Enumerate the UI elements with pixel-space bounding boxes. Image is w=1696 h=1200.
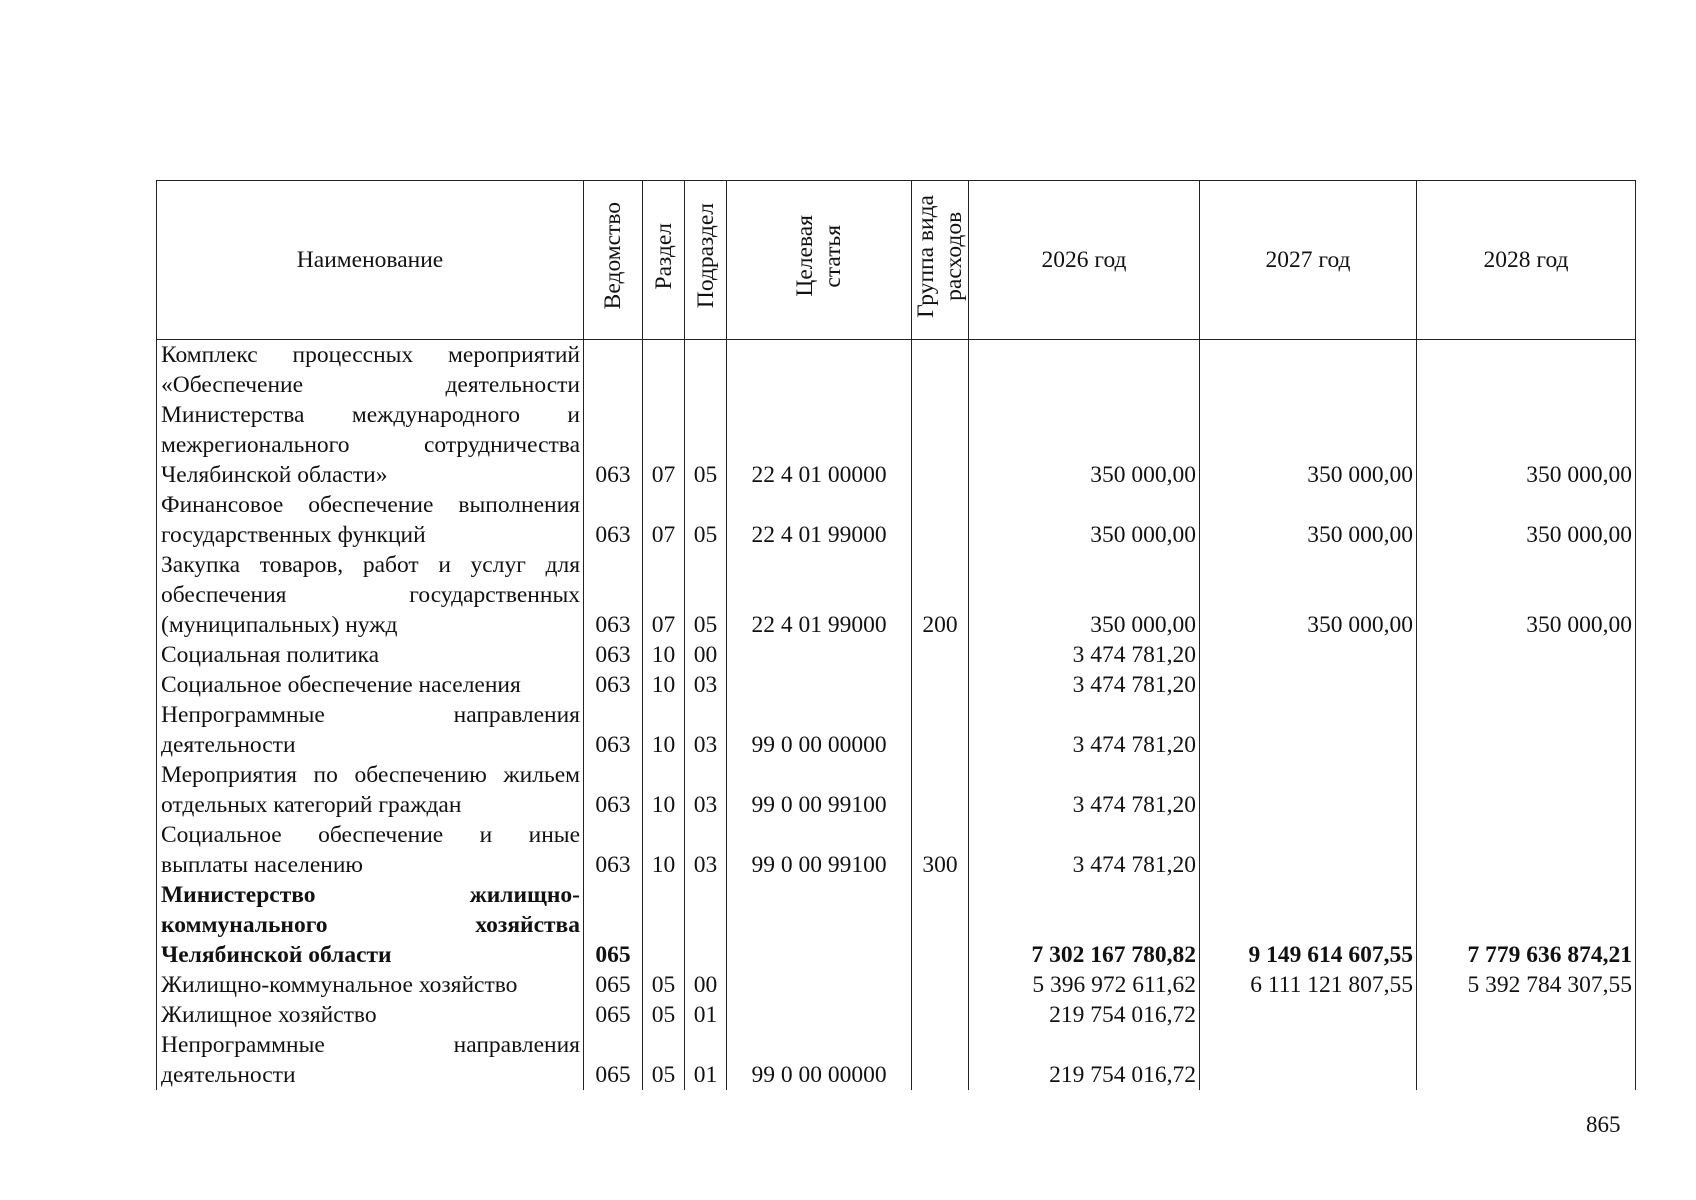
cell-y2027: 350 000,00 — [1200, 490, 1417, 550]
cell-target: 22 4 01 99000 — [727, 490, 912, 550]
cell-y2027 — [1200, 700, 1417, 760]
cell-exp: 300 — [912, 820, 969, 880]
header-dept — [584, 181, 643, 340]
cell-target: 99 0 00 00000 — [727, 700, 912, 760]
table-row — [157, 970, 1636, 1000]
cell-y2028: 350 000,00 — [1417, 550, 1636, 640]
cell-exp — [912, 1030, 969, 1090]
header-exp-group — [912, 181, 969, 340]
header-2026: 2026 год — [969, 181, 1200, 340]
cell-dept: 063 — [584, 820, 643, 880]
cell-target — [727, 640, 912, 670]
cell-y2026: 3 474 781,20 — [969, 760, 1200, 820]
cell-subsection — [685, 880, 727, 970]
table-row — [157, 550, 1636, 640]
cell-y2027 — [1200, 820, 1417, 880]
cell-name: Финансовое обеспечение выполнения государственных функций — [157, 490, 584, 550]
cell-y2027 — [1200, 1030, 1417, 1090]
cell-y2028 — [1417, 700, 1636, 760]
cell-y2026: 219 754 016,72 — [969, 1030, 1200, 1090]
cell-y2028 — [1417, 1000, 1636, 1030]
cell-y2026: 350 000,00 — [969, 550, 1200, 640]
header-target-label — [791, 215, 847, 297]
cell-y2026: 350 000,00 — [969, 340, 1200, 491]
header-2028: 2028 год — [1417, 181, 1636, 340]
cell-name: Непрограммные направления деятельности — [157, 1030, 584, 1090]
cell-y2027: 6 111 121 807,55 — [1200, 970, 1417, 1000]
cell-subsection: 03 — [685, 760, 727, 820]
cell-y2027 — [1200, 670, 1417, 700]
header-2027: 2027 год — [1200, 181, 1417, 340]
cell-dept: 063 — [584, 550, 643, 640]
cell-y2026: 7 302 167 780,82 — [969, 880, 1200, 970]
table-row — [157, 1000, 1636, 1030]
cell-y2028: 7 779 636 874,21 — [1417, 880, 1636, 970]
header-dept-label: Ведомство — [600, 202, 626, 310]
header-row — [157, 181, 1636, 340]
budget-table — [156, 180, 1636, 1090]
header-subsection — [685, 181, 727, 340]
table-row — [157, 1030, 1636, 1090]
cell-section: 10 — [643, 820, 685, 880]
cell-subsection: 00 — [685, 970, 727, 1000]
cell-section — [643, 880, 685, 970]
cell-name: Жилищно-коммунальное хозяйство — [157, 970, 584, 1000]
table-row — [157, 340, 1636, 491]
cell-target — [727, 1000, 912, 1030]
cell-subsection: 05 — [685, 490, 727, 550]
cell-y2028 — [1417, 1030, 1636, 1090]
cell-section: 10 — [643, 640, 685, 670]
cell-subsection: 01 — [685, 1030, 727, 1090]
page-number: 865 — [1586, 1112, 1621, 1137]
cell-name: Социальное обеспечение и иные выплаты населению — [157, 820, 584, 880]
cell-dept: 063 — [584, 340, 643, 491]
header-subsection-label: Подраздел — [692, 203, 719, 309]
cell-y2026: 3 474 781,20 — [969, 670, 1200, 700]
cell-dept: 065 — [584, 970, 643, 1000]
cell-section: 07 — [643, 550, 685, 640]
header-section-label: Раздел — [650, 222, 677, 290]
table-row — [157, 700, 1636, 760]
cell-target — [727, 880, 912, 970]
cell-y2028 — [1417, 670, 1636, 700]
table-row — [157, 670, 1636, 700]
table-row — [157, 640, 1636, 670]
cell-dept: 065 — [584, 1030, 643, 1090]
cell-y2026: 5 396 972 611,62 — [969, 970, 1200, 1000]
cell-y2026: 3 474 781,20 — [969, 820, 1200, 880]
cell-y2026: 219 754 016,72 — [969, 1000, 1200, 1030]
cell-subsection: 01 — [685, 1000, 727, 1030]
cell-y2026: 3 474 781,20 — [969, 640, 1200, 670]
cell-section: 07 — [643, 490, 685, 550]
header-exp-label — [912, 195, 968, 318]
cell-dept: 065 — [584, 1000, 643, 1030]
cell-dept: 065 — [584, 880, 643, 970]
header-target-line1: Целевая — [792, 215, 818, 297]
cell-name: Мероприятия по обеспечению жильем отдельных категорий граждан — [157, 760, 584, 820]
cell-name: Непрограммные направления деятельности — [157, 700, 584, 760]
header-section — [643, 181, 685, 340]
cell-y2027: 350 000,00 — [1200, 550, 1417, 640]
cell-y2028 — [1417, 640, 1636, 670]
cell-exp — [912, 640, 969, 670]
cell-y2027 — [1200, 760, 1417, 820]
header-target — [727, 181, 912, 340]
table-body — [157, 340, 1636, 1091]
cell-dept: 063 — [584, 760, 643, 820]
cell-y2028: 350 000,00 — [1417, 490, 1636, 550]
cell-y2026: 350 000,00 — [969, 490, 1200, 550]
cell-y2028 — [1417, 820, 1636, 880]
cell-subsection: 03 — [685, 820, 727, 880]
cell-subsection: 05 — [685, 550, 727, 640]
cell-exp — [912, 490, 969, 550]
cell-exp — [912, 970, 969, 1000]
cell-y2027: 9 149 614 607,55 — [1200, 880, 1417, 970]
cell-exp — [912, 670, 969, 700]
cell-y2027 — [1200, 1000, 1417, 1030]
cell-exp: 200 — [912, 550, 969, 640]
cell-y2028: 5 392 784 307,55 — [1417, 970, 1636, 1000]
cell-name: Социальная политика — [157, 640, 584, 670]
cell-name: Комплекс процессных мероприятий «Обеспечение деятельности Министерства международного и межрегионального сотрудничества Челябинской области» — [157, 340, 584, 491]
cell-y2027 — [1200, 640, 1417, 670]
cell-section: 10 — [643, 670, 685, 700]
cell-section: 05 — [643, 970, 685, 1000]
cell-dept: 063 — [584, 670, 643, 700]
cell-dept: 063 — [584, 490, 643, 550]
cell-dept: 063 — [584, 700, 643, 760]
cell-dept: 063 — [584, 640, 643, 670]
cell-target: 99 0 00 00000 — [727, 1030, 912, 1090]
cell-exp — [912, 340, 969, 491]
cell-y2028 — [1417, 760, 1636, 820]
cell-subsection: 00 — [685, 640, 727, 670]
cell-name: Социальное обеспечение населения — [157, 670, 584, 700]
cell-exp — [912, 760, 969, 820]
cell-name: Жилищное хозяйство — [157, 1000, 584, 1030]
header-exp-line1: Группа вида — [913, 194, 939, 318]
cell-target: 22 4 01 99000 — [727, 550, 912, 640]
cell-name: Министерство жилищно-коммунального хозяйства Челябинской области — [157, 880, 584, 970]
cell-section: 10 — [643, 700, 685, 760]
cell-exp — [912, 700, 969, 760]
cell-section: 05 — [643, 1000, 685, 1030]
table-row — [157, 490, 1636, 550]
table-row — [157, 880, 1636, 970]
cell-y2028: 350 000,00 — [1417, 340, 1636, 491]
cell-y2026: 3 474 781,20 — [969, 700, 1200, 760]
cell-subsection: 03 — [685, 700, 727, 760]
cell-exp — [912, 1000, 969, 1030]
header-target-line2: статья — [820, 224, 846, 288]
cell-section: 05 — [643, 1030, 685, 1090]
cell-target: 99 0 00 99100 — [727, 760, 912, 820]
cell-section: 07 — [643, 340, 685, 491]
cell-target: 99 0 00 99100 — [727, 820, 912, 880]
cell-section: 10 — [643, 760, 685, 820]
cell-y2027: 350 000,00 — [1200, 340, 1417, 491]
cell-target — [727, 970, 912, 1000]
cell-target — [727, 670, 912, 700]
cell-exp — [912, 880, 969, 970]
table-row — [157, 820, 1636, 880]
table-row — [157, 760, 1636, 820]
cell-name: Закупка товаров, работ и услуг для обеспечения государственных (муниципальных) нужд — [157, 550, 584, 640]
cell-subsection: 03 — [685, 670, 727, 700]
cell-target: 22 4 01 00000 — [727, 340, 912, 491]
cell-subsection: 05 — [685, 340, 727, 491]
header-name: Наименование — [157, 181, 584, 340]
header-exp-line2: расходов — [941, 211, 967, 301]
